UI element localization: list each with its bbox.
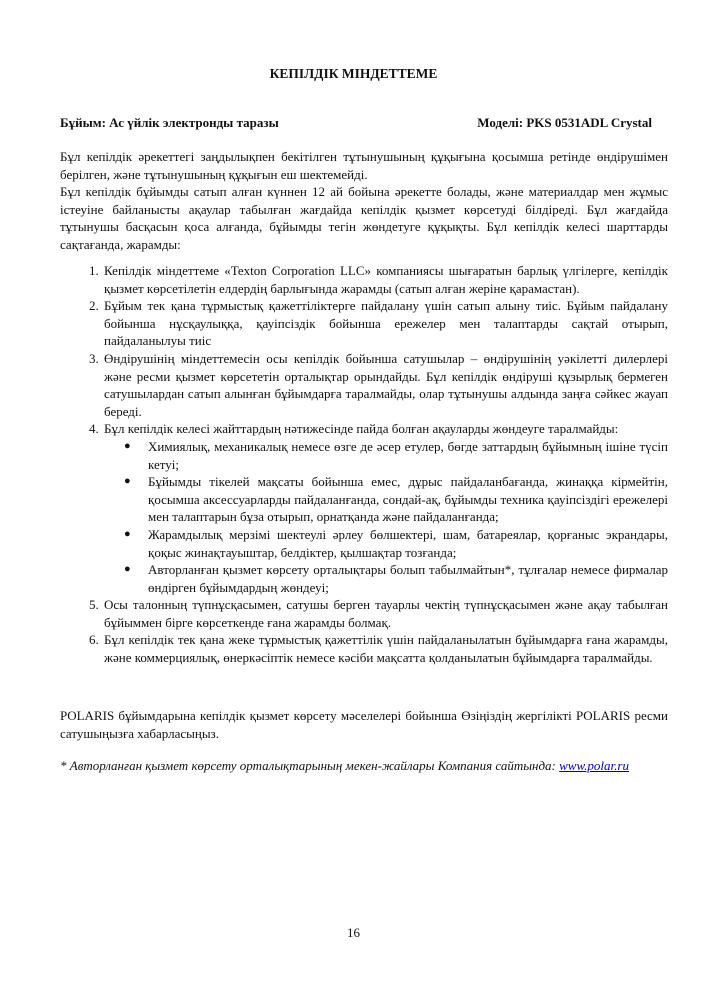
intro-paragraph: Бұл кепілдік бұйымды сатып алған күннен 12 ай бойына әрекетте болады, және материалдар мен жұмыс істеуіне байланысты ақаулар табылған жағдайда кепілдік қызмет көрсетуді білдіреді. Бұл жағдайда тұтынушы басқасын қоса алғанда, бұйымды тегін жөндетуге құқықты. Бұл кепілдік келесі шарттарды сақтағанда, жарамды:	[60, 184, 668, 252]
term-item: 6. Бұл кепілдік тек қана жеке тұрмыстық қажеттілік үшін пайдаланылатын бұйымдарға ғана жарамды, және коммерциялық, өнеркәсіптік немесе кәсіби мақсатта қолданылатын бұйымдарға таралмайды.	[102, 631, 668, 666]
cause-text: Жарамдылық мерзімі шектеулі әрлеу бөлшектері, шам, батареялар, қорғаныс экрандары, қоқыс жинақтауыштар, белдіктер, қылшақтар тозғанда;	[148, 526, 668, 560]
website-link[interactable]: www.polar.ru	[559, 758, 629, 773]
intro-text	[60, 148, 668, 254]
model-label: Моделі	[477, 115, 519, 130]
bullet-icon: ●	[124, 475, 131, 488]
term-item: 1. Кепілдік міндеттеме «Texton Corporation LLC» компаниясы шығаратын барлық үлгілерге, кепілдік қызмет көрсетілетін елдердің барлығында жарамды (сатып алған жеріне қарамастан).	[102, 262, 668, 297]
term-item: 5. Осы талонның түпнұсқасымен, сатушы берген тауарлы чектің түпнұсқасымен және ақау табылған бұйыммен бірге көрсеткенде ғана жарамды болмақ.	[102, 596, 668, 631]
model-value: : PKS 0531ADL Crystal	[518, 115, 652, 130]
term-item	[102, 420, 668, 596]
cause-item	[124, 561, 668, 596]
footnote-text: * Авторланған қызмет көрсету орталықтарының мекен-жайлары Компания сайтында:	[60, 758, 556, 773]
term-item: 3. Өндірушінің міндеттемесін осы кепілдік бойынша сатушылар – өндірушінің уәкілетті дилерлері және ресми қызмет көрсететін орталықтар орындайды. Бұл кепілдік өндіруші құзырлық бермеген сатушылардан сатып алынған бұйымдарға таралмайды, олар тұтынушы алдында заңға сәйкес жауап береді.	[102, 350, 668, 420]
warranty-terms-list	[60, 262, 668, 667]
intro-paragraph: Бұл кепілдік әрекеттегі заңдылықпен бекітілген тұтынушының құқығына қосымша ретінде өндірушімен берілген, және тұтынушының құқығын еш шектемейді.	[60, 149, 668, 182]
page-number: 16	[347, 925, 360, 940]
cause-text: Бұйымды тікелей мақсаты бойынша емес, дұрыс пайдаланбағанда, жинаққа кірмейтін, қосымша аксессуарларды пайдаланғанда, сондай-ақ, бұйымды техника қауіпсіздігі ережелері мен талаптарын бұза отырып, орнатқанда және пайдаланғанда;	[148, 474, 668, 525]
term-text: Бұл кепілдік келесі жайттардың нәтижесінде пайда болған ақауларды жөндеуге таралмайды:	[104, 421, 619, 437]
contact-paragraph: POLARIS бұйымдарына кепілдік қызмет көрсету мәселелері бойынша Өзіңіздің жергілікті POLARIS ресми сатушыңызға хабарласыңыз.	[60, 708, 668, 741]
product-line	[60, 115, 652, 131]
exclusion-causes-list	[104, 438, 668, 596]
product-model	[477, 115, 652, 131]
cause-item	[124, 473, 668, 526]
bullet-icon: ●	[124, 439, 131, 452]
cause-text: Химиялық, механикалық немесе өзге де әсер етулер, бөгде заттардың бұйымның ішіне түсіп кетуі;	[148, 438, 668, 472]
cause-item	[124, 438, 668, 473]
product-item: Бұйым: Ас үйлік электронды таразы	[60, 115, 279, 130]
cause-item	[124, 526, 668, 561]
page-title: КЕПІЛДІК МІНДЕТТЕМЕ	[269, 66, 438, 81]
term-item: 2. Бұйым тек қана тұрмыстық қажеттіліктерге пайдалану үшін сатып алыну тиіс. Бұйым пайдалану бойынша нұсқаулыққа, қауіпсіздік бойынша ережелер мен талаптарды сақтай отырып, пайдаланылуы тиіс	[102, 297, 668, 350]
footnote	[60, 757, 668, 775]
bullet-icon: ●	[124, 527, 131, 540]
cause-text: Авторланған қызмет көрсету орталықтары болып табылмайтын*, тұлғалар немесе фирмалар өндірген бұйымдардың жөндеуі;	[148, 562, 668, 595]
bullet-icon: ●	[124, 563, 131, 576]
